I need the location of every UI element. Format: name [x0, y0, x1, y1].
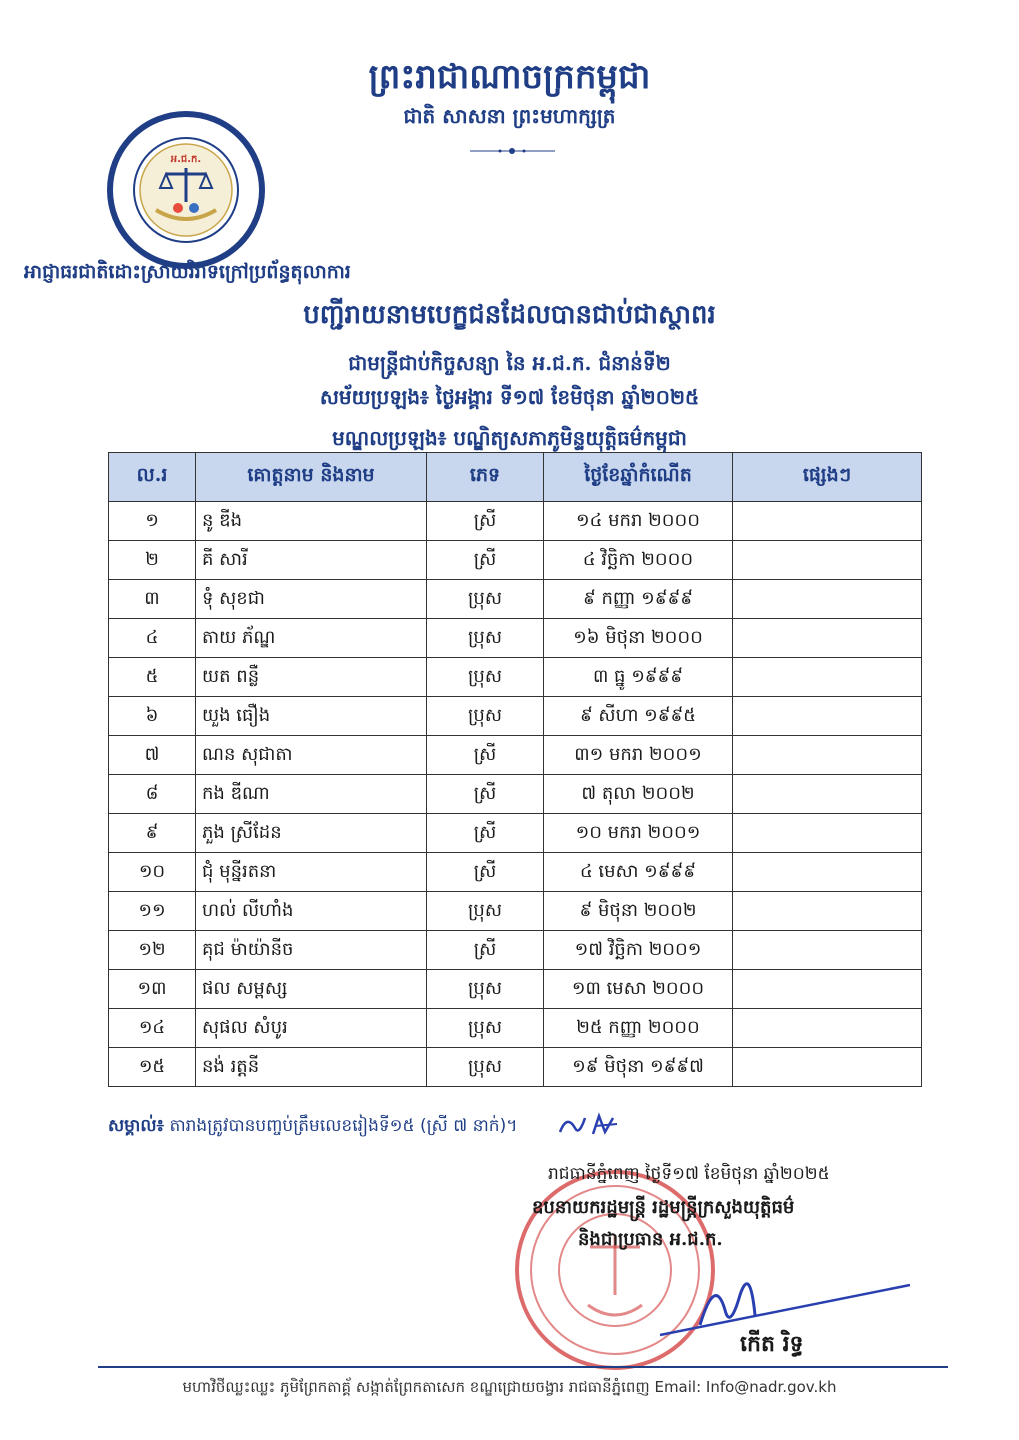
row-number: ៥: [109, 658, 196, 697]
candidate-dob: ១៧ វិច្ឆិកា ២០០១: [544, 931, 733, 970]
candidate-name: គុជ ម៉ាយ៉ានីច: [196, 931, 427, 970]
row-number: ៨: [109, 775, 196, 814]
table-row: [109, 502, 922, 541]
candidate-sex: ស្រី: [427, 736, 544, 775]
candidate-dob: ១៣ មេសា ២០០០: [544, 970, 733, 1009]
candidate-dob: ៣ ធ្នូ ១៩៩៩: [544, 658, 733, 697]
table-row: [109, 853, 922, 892]
candidate-name: កង ឌីណា: [196, 775, 427, 814]
candidate-name: នូ ឌីង: [196, 502, 427, 541]
candidate-sex: ប្រុស: [427, 697, 544, 736]
candidate-sex: ស្រី: [427, 853, 544, 892]
row-number: ១១: [109, 892, 196, 931]
col-name: គោត្តនាម និងនាម: [196, 453, 427, 502]
note-label: សម្គាល់៖: [108, 1116, 165, 1136]
exam-center: មណ្ឌលប្រឡង៖ បណ្ឌិត្យសភាភូមិន្ទយុត្តិធម៌កម្ពុជា: [332, 426, 687, 450]
candidate-sex: ប្រុស: [427, 619, 544, 658]
candidate-name: តាយ ភ័ណ្ឌ: [196, 619, 427, 658]
candidate-name: យត ពន្លឺ: [196, 658, 427, 697]
col-dob: ថ្ងៃខែឆ្នាំកំណើត: [544, 453, 733, 502]
row-number: ៩: [109, 814, 196, 853]
row-number: ១៥: [109, 1048, 196, 1087]
candidate-other: [733, 502, 922, 541]
row-number: ១: [109, 502, 196, 541]
candidate-dob: ១៦ មិថុនា ២០០០: [544, 619, 733, 658]
signer-title: ឧបនាយករដ្ឋមន្ត្រី រដ្ឋមន្ត្រីក្រសួងយុត្តិធម៌: [532, 1197, 795, 1218]
candidate-other: [733, 658, 922, 697]
table-row: [109, 775, 922, 814]
date-place-line: រាជធានីភ្នំពេញ ថ្ងៃទី១៧ ខែមិថុនា ឆ្នាំ២០២៥: [548, 1164, 830, 1184]
candidate-other: [733, 619, 922, 658]
candidate-dob: ៩ សីហា ១៩៩៥: [544, 697, 733, 736]
candidate-dob: ១៤ មករា ២០០០: [544, 502, 733, 541]
candidate-name: ហល់ លីហាំង: [196, 892, 427, 931]
candidate-other: [733, 931, 922, 970]
candidate-dob: ៩ មិថុនា ២០០២: [544, 892, 733, 931]
row-number: ១៤: [109, 1009, 196, 1048]
table-row: [109, 1009, 922, 1048]
table-header-row: [109, 453, 922, 502]
table-row: [109, 931, 922, 970]
candidate-name: សុផល សំបូរ: [196, 1009, 427, 1048]
col-number: ល.រ: [109, 453, 196, 502]
document-subtitle: ជាមន្ត្រីជាប់កិច្ចសន្យា នៃ អ.ជ.ក. ជំនាន់ទី២: [348, 351, 671, 375]
candidate-table: [108, 452, 922, 1087]
candidate-dob: ១៩ មិថុនា ១៩៩៧: [544, 1048, 733, 1087]
candidate-sex: ស្រី: [427, 502, 544, 541]
note-text: តារាងត្រូវបានបញ្ចប់ត្រឹមលេខរៀងទី១៥ (ស្រី ៧ នាក់)។: [169, 1116, 518, 1136]
candidate-other: [733, 814, 922, 853]
candidate-dob: ២៥ កញ្ញា ២០០០: [544, 1009, 733, 1048]
table-row: [109, 970, 922, 1009]
candidate-name: ជុំ មុន្នីរតនា: [196, 853, 427, 892]
document-title: បញ្ជីរាយនាមបេក្ខជនដែលបានជាប់ជាស្ថាពរ: [303, 300, 716, 330]
candidate-name: ភួង ស្រីដែន: [196, 814, 427, 853]
candidate-other: [733, 541, 922, 580]
row-number: ១០: [109, 853, 196, 892]
table-row: [109, 814, 922, 853]
candidate-name: នង់ រត្តនី: [196, 1048, 427, 1087]
table-row: [109, 697, 922, 736]
candidate-other: [733, 775, 922, 814]
note: [108, 1115, 517, 1140]
candidate-other: [733, 1048, 922, 1087]
candidate-other: [733, 580, 922, 619]
col-sex: ភេទ: [427, 453, 544, 502]
table-row: [109, 1048, 922, 1087]
row-number: ៤: [109, 619, 196, 658]
candidate-name: យួង ធឿង: [196, 697, 427, 736]
candidate-sex: ប្រុស: [427, 1009, 544, 1048]
row-number: ១៣: [109, 970, 196, 1009]
table-row: [109, 541, 922, 580]
candidate-sex: ស្រី: [427, 931, 544, 970]
candidate-dob: ៤ មេសា ១៩៩៩: [544, 853, 733, 892]
row-number: ៧: [109, 736, 196, 775]
candidate-name: គី សារី: [196, 541, 427, 580]
candidate-sex: ស្រី: [427, 814, 544, 853]
handwritten-initials: [555, 1110, 625, 1140]
candidate-other: [733, 1009, 922, 1048]
candidate-dob: ៤ វិច្ឆិកា ២០០០: [544, 541, 733, 580]
candidate-other: [733, 736, 922, 775]
svg-text:អ.ជ.ក.: អ.ជ.ក.: [170, 154, 202, 165]
row-number: ៣: [109, 580, 196, 619]
table-row: [109, 736, 922, 775]
col-other: ផ្សេងៗ: [733, 453, 922, 502]
candidate-dob: ៣១ មករា ២០០១: [544, 736, 733, 775]
candidate-dob: ៩ កញ្ញា ១៩៩៩: [544, 580, 733, 619]
candidate-other: [733, 853, 922, 892]
footer-divider: [98, 1366, 948, 1368]
signer-title-2: និងជាប្រធាន អ.ជ.ក.: [578, 1229, 723, 1250]
table-row: [109, 658, 922, 697]
candidate-sex: ស្រី: [427, 541, 544, 580]
candidate-name: ណន សុជាតា: [196, 736, 427, 775]
row-number: ២: [109, 541, 196, 580]
kingdom-heading: ព្រះរាជាណាចក្រកម្ពុជា: [368, 57, 651, 97]
candidate-sex: ប្រុស: [427, 892, 544, 931]
candidate-sex: ប្រុស: [427, 658, 544, 697]
nadr-logo: [106, 110, 266, 270]
candidate-sex: ប្រុស: [427, 1048, 544, 1087]
candidate-name: ផល សម្ពស្ស: [196, 970, 427, 1009]
candidate-other: [733, 892, 922, 931]
row-number: ១២: [109, 931, 196, 970]
table-row: [109, 580, 922, 619]
candidate-other: [733, 970, 922, 1009]
signer-name: កើត រិទ្ធ: [740, 1331, 804, 1357]
candidate-sex: ប្រុស: [427, 970, 544, 1009]
ornament-divider: [470, 146, 555, 156]
table-row: [109, 619, 922, 658]
candidate-other: [733, 697, 922, 736]
national-motto: ជាតិ សាសនា ព្រះមហាក្សត្រ: [403, 104, 616, 128]
agency-name: អាជ្ញាធរជាតិដោះស្រាយវិវាទក្រៅប្រព័ន្ធតុលាការ: [24, 261, 351, 283]
candidate-sex: ប្រុស: [427, 580, 544, 619]
candidate-sex: ស្រី: [427, 775, 544, 814]
row-number: ៦: [109, 697, 196, 736]
table-row: [109, 892, 922, 931]
candidate-name: ទុំ សុខជា: [196, 580, 427, 619]
exam-session: សម័យប្រឡង៖ ថ្ងៃអង្គារ ទី១៧ ខែមិថុនា ឆ្នាំ២០២៥: [319, 385, 700, 409]
candidate-dob: ៧ តុលា ២០០២: [544, 775, 733, 814]
footer-address: មហាវិថីឈ្លះឈ្លះ ភូមិព្រែកតាគ្គ័ សង្កាត់ព្រែកតាសេក ខណ្ឌជ្រោយចង្វារ រាជធានីភ្នំពេញ Email: Info@nadr.gov.kh: [182, 1378, 837, 1396]
candidate-dob: ១០ មករា ២០០១: [544, 814, 733, 853]
